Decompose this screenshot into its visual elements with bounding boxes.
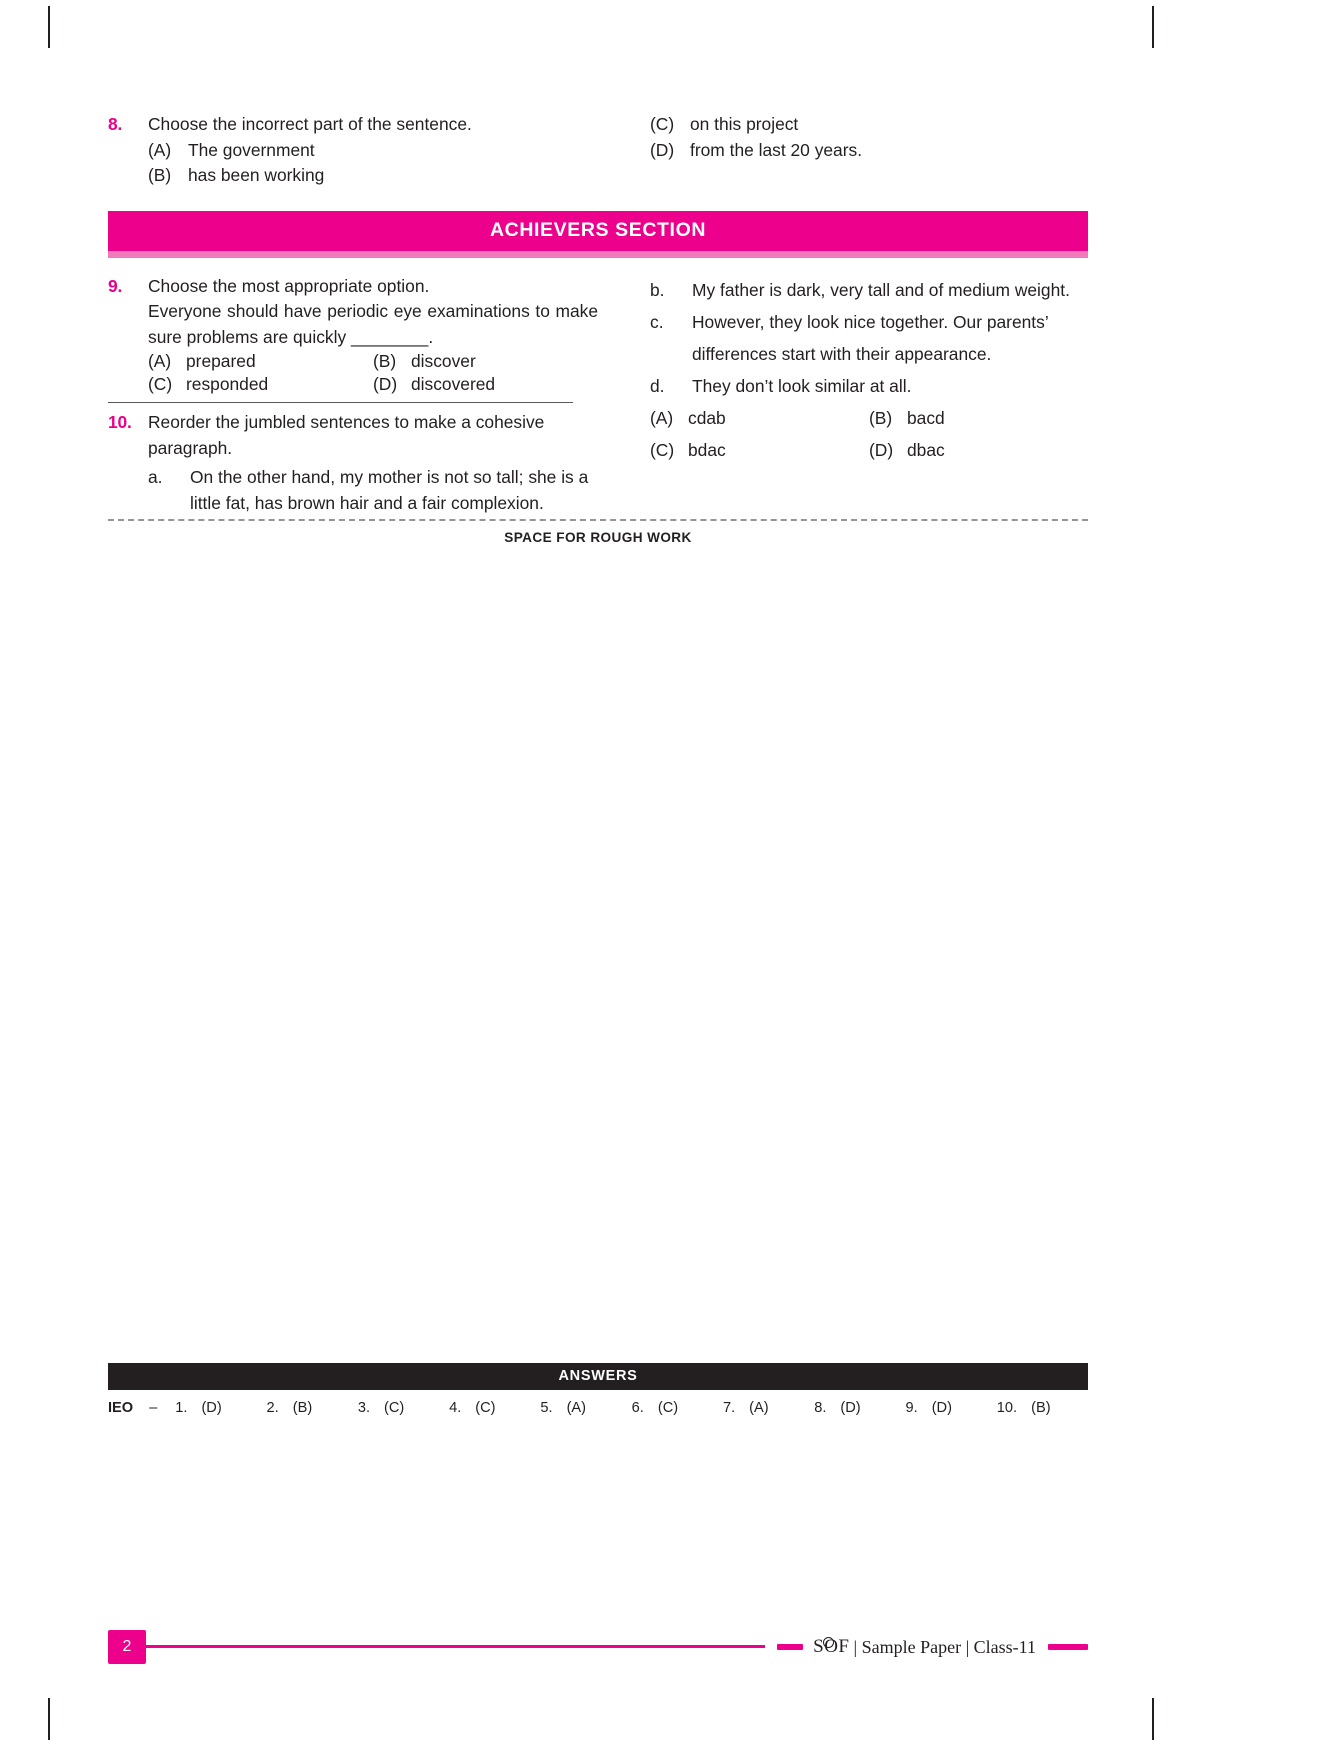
- question-10-option-c[interactable]: [650, 434, 869, 466]
- item-text: My father is dark, very tall and of medium weight.: [692, 279, 1070, 300]
- item-key: b.: [650, 279, 665, 300]
- answer-number: 7.: [722, 1400, 736, 1416]
- answer-value: (A): [749, 1400, 769, 1416]
- sof-logo: [813, 1636, 851, 1658]
- question-10-number: 10.: [108, 412, 132, 432]
- question-10-option-a[interactable]: [650, 402, 869, 434]
- option-key: (C): [650, 439, 675, 460]
- answer-value: (C): [657, 1400, 679, 1416]
- question-10-item-b: [650, 274, 1088, 306]
- answer-value: (A): [566, 1400, 587, 1416]
- answer-item-2: [267, 1400, 358, 1416]
- question-separator-rule: [108, 402, 573, 403]
- option-key: (A): [148, 351, 172, 371]
- achievers-section-banner: ACHIEVERS SECTION: [108, 211, 1088, 251]
- question-10-options: [650, 402, 1088, 466]
- answers-subject-label: IEO: [108, 1400, 134, 1416]
- question-8-number: 8.: [108, 114, 123, 134]
- option-key: (A): [148, 139, 172, 160]
- page-number-badge: 2: [108, 1630, 146, 1664]
- answer-item-3: [358, 1400, 449, 1416]
- option-label: on this project: [690, 114, 799, 134]
- option-label: cdab: [688, 407, 726, 428]
- item-text: On the other hand, my mother is not so tall; she is a little fat, has brown hair and a fair complexion.: [190, 467, 589, 513]
- question-10-option-b[interactable]: [869, 402, 1088, 434]
- answers-bar-title: ANSWERS: [108, 1363, 1088, 1390]
- answer-number: 10.: [996, 1400, 1018, 1416]
- option-label: from the last 20 years.: [690, 139, 863, 160]
- question-8-block: [108, 0, 1088, 189]
- question-9-option-b[interactable]: [373, 350, 598, 373]
- answer-item-9: [906, 1400, 997, 1416]
- page-content: [108, 0, 1088, 1745]
- question-10-item-d: [650, 370, 1088, 402]
- question-9-option-c[interactable]: [148, 373, 373, 396]
- option-label: dbac: [907, 439, 945, 460]
- question-9-number: 9.: [108, 275, 123, 296]
- item-key: d.: [650, 375, 665, 396]
- question-8-left-column: [108, 112, 598, 189]
- achievers-questions-block: [108, 258, 1088, 517]
- question-10-item-c: [650, 306, 1088, 370]
- question-8-stem: Choose the incorrect part of the sentence.: [148, 114, 472, 134]
- option-label: bdac: [688, 439, 726, 460]
- question-8-option-a[interactable]: [148, 138, 598, 164]
- question-9-stem-line-2: Everyone should have periodic eye examinations to make sure problems are quickly ________.: [148, 301, 598, 347]
- item-text: They don’t look similar at all.: [692, 375, 912, 396]
- answer-value: (D): [840, 1400, 861, 1416]
- answer-item-10: [997, 1400, 1088, 1416]
- option-key: (A): [650, 407, 674, 428]
- answer-value: (C): [475, 1400, 496, 1416]
- achievers-left-column: [108, 274, 598, 517]
- question-10-option-d[interactable]: [869, 434, 1088, 466]
- option-label: discovered: [411, 373, 496, 394]
- footer-dash-right-icon: [1048, 1644, 1088, 1650]
- question-9-option-a[interactable]: [148, 350, 373, 373]
- footer-dash-left-icon: [777, 1644, 803, 1650]
- crop-mark-top-left: [48, 6, 50, 48]
- question-10: [108, 410, 598, 516]
- question-10-stem: Reorder the jumbled sentences to make a cohesive paragraph.: [148, 412, 545, 458]
- page-footer: [108, 1630, 1088, 1676]
- answer-number: 6.: [631, 1400, 644, 1416]
- rough-work-label: SPACE FOR ROUGH WORK: [504, 530, 692, 545]
- answers-block: [108, 1363, 1088, 1416]
- option-label: The government: [188, 139, 315, 160]
- option-label: responded: [186, 373, 269, 394]
- question-9-options: [148, 350, 598, 395]
- answer-number: 4.: [449, 1400, 462, 1416]
- answer-value: (B): [1031, 1400, 1051, 1416]
- answer-item-8: [814, 1400, 905, 1416]
- answer-item-5: [540, 1400, 631, 1416]
- question-9-body: [148, 274, 598, 396]
- question-8-body: [148, 112, 598, 189]
- option-label: discover: [411, 351, 476, 371]
- answer-value: (D): [201, 1400, 222, 1416]
- option-label: prepared: [186, 351, 256, 371]
- question-8-right-column: [598, 112, 1088, 189]
- option-label: bacd: [907, 407, 945, 428]
- answer-value: (C): [384, 1400, 405, 1416]
- answer-number: 8.: [814, 1400, 827, 1416]
- crop-mark-top-right: [1152, 6, 1154, 48]
- crop-mark-bottom-right: [1152, 1698, 1154, 1740]
- achievers-right-column: [598, 274, 1088, 517]
- question-8: [108, 112, 598, 189]
- option-key: (C): [148, 373, 173, 394]
- answer-number: 1.: [175, 1400, 188, 1416]
- answer-value: (D): [931, 1400, 952, 1416]
- question-10-item-a: [148, 461, 598, 516]
- option-key: (C): [650, 114, 675, 134]
- item-key: c.: [650, 311, 664, 332]
- answers-separator: –: [149, 1400, 158, 1416]
- option-key: (D): [869, 439, 894, 460]
- sof-logo-text: SOF: [813, 1636, 850, 1657]
- question-10-body: [148, 410, 598, 516]
- answer-number: 3.: [357, 1400, 370, 1416]
- achievers-banner-underline: [108, 251, 1088, 258]
- question-9: [108, 274, 598, 396]
- question-9-option-d[interactable]: [373, 373, 598, 396]
- answer-item-4: [449, 1400, 540, 1416]
- item-text: However, they look nice together. Our parents’ differences start with their appearance.: [692, 311, 1049, 364]
- item-key: a.: [148, 467, 163, 487]
- answers-row: [108, 1390, 1088, 1416]
- answer-number: 2.: [266, 1400, 279, 1416]
- option-key: (D): [373, 373, 398, 394]
- answer-value: (B): [292, 1400, 313, 1416]
- rough-work-block: [108, 519, 1088, 545]
- question-8-option-b[interactable]: [148, 163, 598, 189]
- answer-item-7: [723, 1400, 814, 1416]
- question-8-option-d[interactable]: [650, 138, 1088, 164]
- option-key: (D): [650, 139, 675, 160]
- footer-text: | Sample Paper | Class-11: [853, 1636, 1036, 1657]
- answer-number: 9.: [905, 1400, 918, 1416]
- option-label: has been working: [188, 165, 325, 185]
- answer-number: 5.: [540, 1400, 553, 1416]
- achievers-banner-wrap: [108, 189, 1088, 258]
- answers-items: [175, 1400, 1088, 1416]
- option-key: (B): [148, 165, 172, 185]
- question-8-option-c[interactable]: [650, 112, 1088, 138]
- option-key: (B): [373, 351, 397, 371]
- answer-item-6: [632, 1400, 723, 1416]
- crop-mark-bottom-left: [48, 1698, 50, 1740]
- option-key: (B): [869, 407, 893, 428]
- answer-item-1: [175, 1400, 266, 1416]
- footer-branding: [765, 1630, 1088, 1664]
- question-9-stem-line-1: Choose the most appropriate option.: [148, 275, 430, 296]
